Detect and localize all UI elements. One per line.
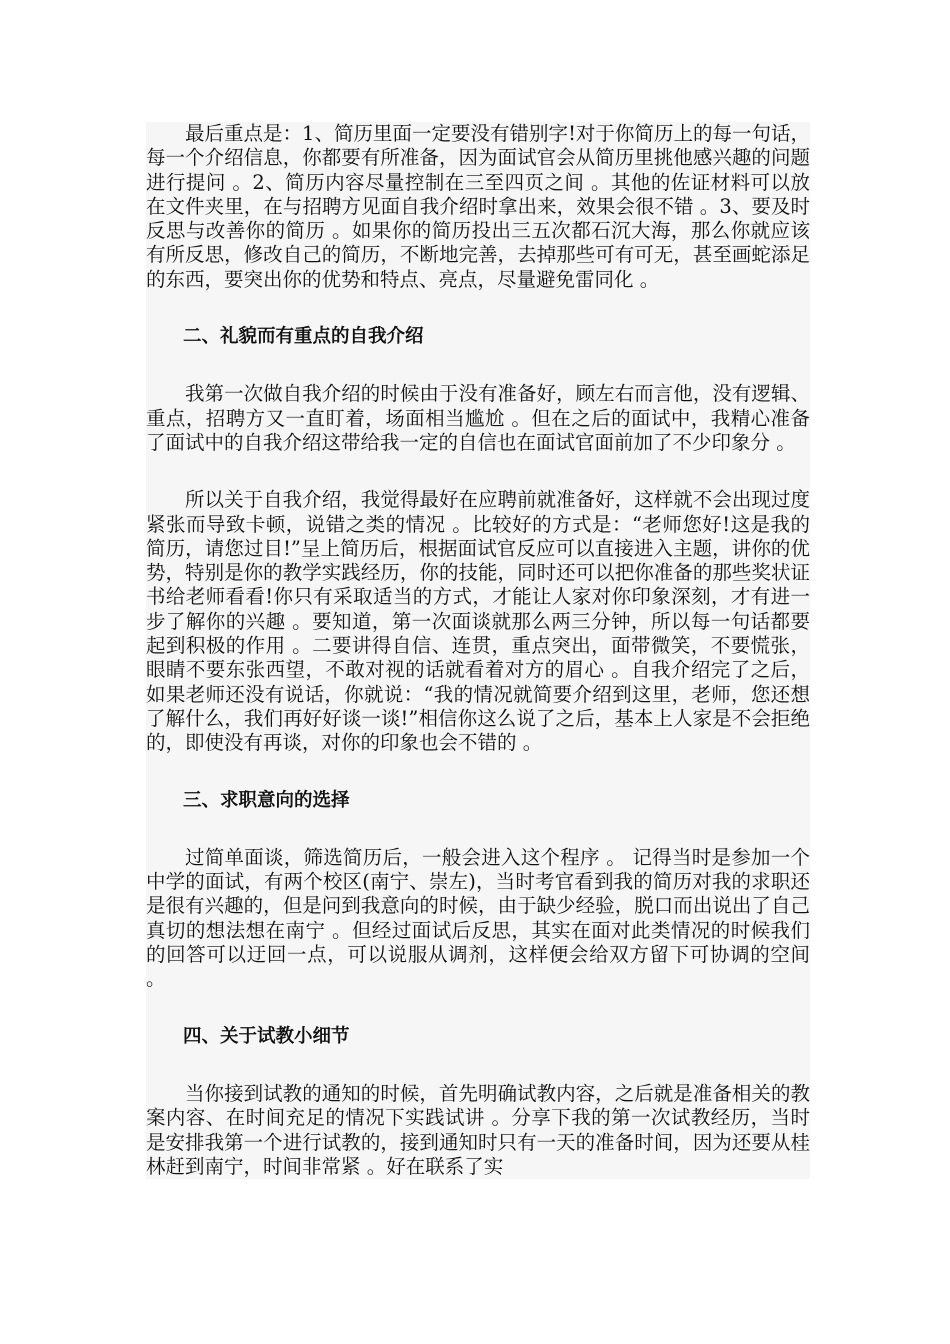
paragraph-first-self-introduction: 我第一次做自我介绍的时候由于没有准备好，顾左右而言他，没有逻辑、重点，招聘方又一直盯着，场面相当尴尬 。但在之后的面试中，我精心准备了面试中的自我介绍这带给我一定的自信也在面试官面前加了不少印象分 。	[146, 382, 810, 454]
section-heading-self-introduction: 二、礼貌而有重点的自我介绍	[183, 326, 424, 348]
section-heading-job-intention: 三、求职意向的选择	[183, 789, 350, 811]
paragraph-resume-tips: 最后重点是：1、简历里面一定要没有错别字!对于你简历上的每一句话，每一个介绍信息，你都要有所准备，因为面试官会从简历里挑他感兴趣的问题进行提问 。2、简历内容尽量控制在三至四页之间 。其他的佐证材料可以放在文件夹里，在与招聘方见面自我介绍时拿出来，效果会很不错 。3、要及时反思与改善你的简历 。如果你的简历投出三五次都石沉大海，那么你就应该有所反思，修改自己的简历，不断地完善，去掉那些可有可无，甚至画蛇添足的东西，要突出你的优势和特点、亮点，尽量避免雷同化 。	[146, 122, 810, 291]
paragraph-self-introduction-advice: 所以关于自我介绍，我觉得最好在应聘前就准备好，这样就不会出现过度紧张而导致卡顿，说错之类的情况 。比较好的方式是：“老师您好!这是我的简历，请您过目!”呈上简历后，根据面试官反应可以直接进入主题，讲你的优势，特别是你的教学实践经历，你的技能，同时还可以把你准备的那些奖状证书给老师看看!你只有采取适当的方式，才能让人家对你印象深刻，才有进一步了解你的兴趣 。要知道，第一次面谈就那么两三分钟，所以每一句话都要起到积极的作用 。二要讲得自信、连贯，重点突出，面带微笑，不要慌张，眼睛不要东张西望，不敢对视的话就看着对方的眉心 。自我介绍完了之后，如果老师还没有说话，你就说：“我的情况就简要介绍到这里，老师，您还想了解什么，我们再好好谈一谈!”相信你这么说了之后，基本上人家是不会拒绝的，即使没有再谈，对你的印象也会不错的 。	[146, 488, 810, 755]
section-heading-trial-teaching: 四、关于试教小细节	[183, 1025, 350, 1047]
document-body	[146, 122, 810, 1179]
paragraph-job-intention: 过简单面谈，筛选简历后，一般会进入这个程序 。 记得当时是参加一个中学的面试，有两个校区(南宁、崇左)，当时考官看到我的简历对我的求职还是很有兴趣的，但是问到我意向的时候，由于缺少经验，脱口而出说出了自己真切的想法想在南宁 。但经过面试后反思，其实在面对此类情况的时候我们的回答可以迂回一点，可以说服从调剂，这样便会给双方留下可协调的空间 。	[146, 845, 810, 991]
paragraph-trial-teaching: 当你接到试教的通知的时候，首先明确试教内容，之后就是准备相关的教案内容、在时间充足的情况下实践试讲 。分享下我的第一次试教经历，当时是安排我第一个进行试教的，接到通知时只有一天的准备时间，因为还要从桂林赶到南宁，时间非常紧 。好在联系了实	[146, 1081, 810, 1178]
